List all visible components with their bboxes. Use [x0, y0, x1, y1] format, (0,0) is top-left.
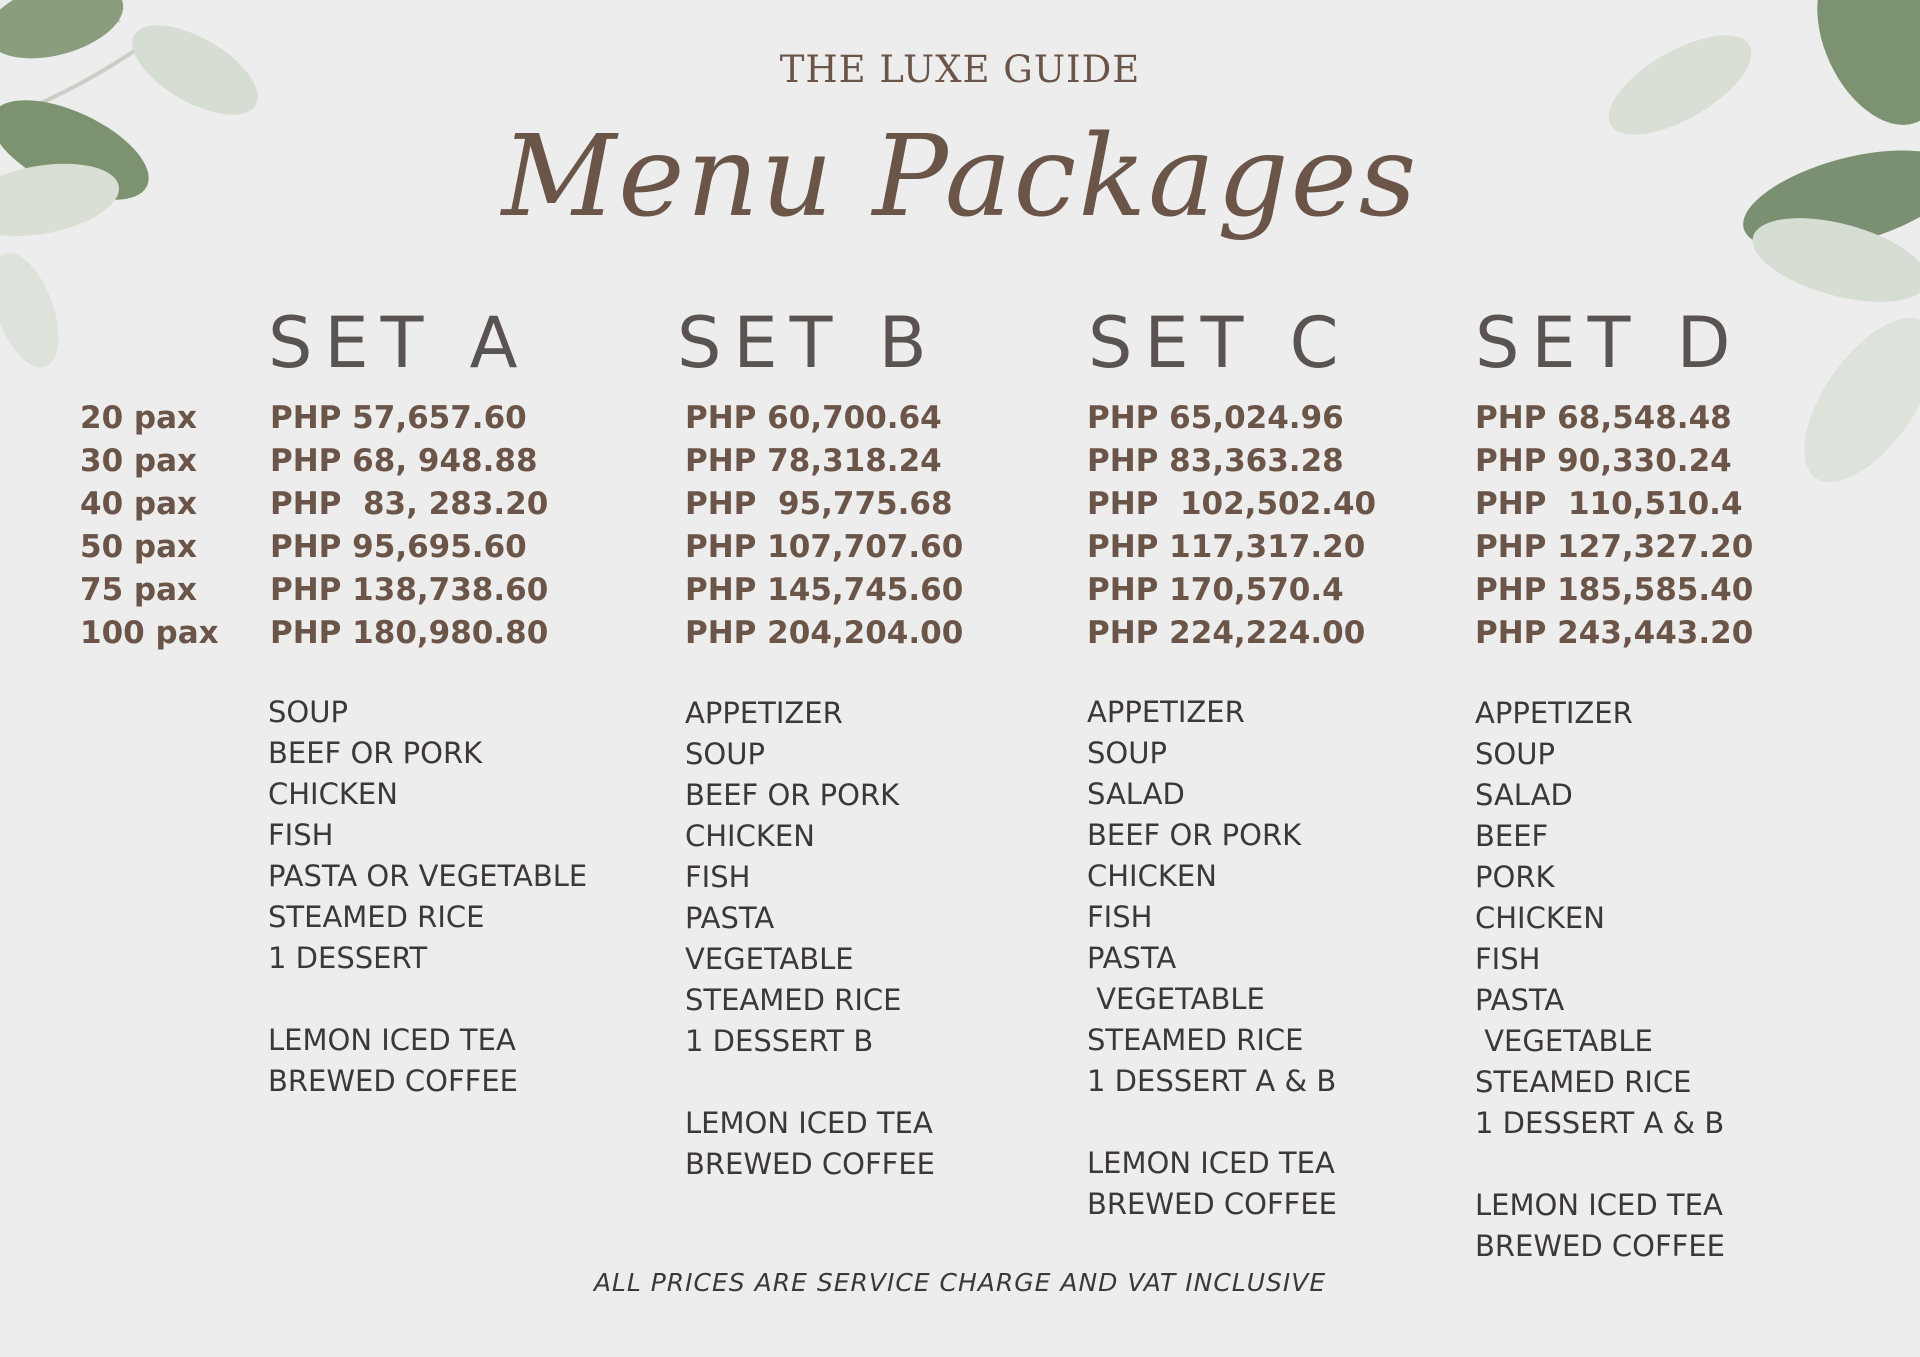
- menu-item: STEAMED RICE: [1087, 1023, 1304, 1057]
- menu-item: FISH: [685, 860, 751, 894]
- price: PHP 65,024.96: [1087, 400, 1344, 436]
- menu-item: PASTA OR VEGETABLE: [268, 859, 588, 893]
- price: PHP 90,330.24: [1475, 443, 1732, 479]
- menu-item: PASTA: [1087, 941, 1177, 975]
- price: PHP 138,738.60: [270, 572, 549, 608]
- set-b-menu: [685, 693, 935, 1185]
- set-b-title: SET B: [677, 302, 939, 384]
- set-c-menu: [1087, 692, 1337, 1225]
- menu-item: BEEF OR PORK: [268, 736, 483, 770]
- menu-item: BEEF: [1475, 819, 1549, 853]
- pax-label: 20 pax: [80, 400, 198, 436]
- drink-item: BREWED COFFEE: [685, 1147, 935, 1181]
- menu-item: CHICKEN: [268, 777, 398, 811]
- menu-item: SOUP: [268, 695, 348, 729]
- menu-item: PASTA: [1475, 983, 1565, 1017]
- page-title: Menu Packages: [501, 112, 1419, 242]
- drink-item: BREWED COFFEE: [268, 1064, 518, 1098]
- set-a-title: SET A: [268, 302, 530, 384]
- menu-item: SALAD: [1087, 777, 1185, 811]
- menu-item: SOUP: [1475, 737, 1555, 771]
- pax-label: 50 pax: [80, 529, 198, 565]
- pax-list: [80, 397, 219, 655]
- price: PHP 83,363.28: [1087, 443, 1344, 479]
- menu-item: APPETIZER: [1087, 695, 1245, 729]
- menu-item: APPETIZER: [1475, 696, 1633, 730]
- menu-item: STEAMED RICE: [1475, 1065, 1692, 1099]
- price: PHP 170,570.4: [1087, 572, 1344, 608]
- menu-item: BEEF OR PORK: [685, 778, 900, 812]
- price: PHP 117,317.20: [1087, 529, 1366, 565]
- drink-item: BREWED COFFEE: [1475, 1229, 1725, 1263]
- menu-item: FISH: [268, 818, 334, 852]
- menu-item: SALAD: [1475, 778, 1573, 812]
- menu-item: VEGETABLE: [685, 942, 854, 976]
- set-a-menu: [268, 692, 587, 1102]
- drink-item: LEMON ICED TEA: [268, 1023, 516, 1057]
- pax-label: 30 pax: [80, 443, 198, 479]
- menu-item: STEAMED RICE: [268, 900, 485, 934]
- menu-item: PASTA: [685, 901, 775, 935]
- menu-item: BEEF OR PORK: [1087, 818, 1302, 852]
- price: PHP 110,510.4: [1475, 486, 1743, 522]
- brand-name: THE LUXE GUIDE: [779, 48, 1141, 91]
- price-disclaimer: ALL PRICES ARE SERVICE CHARGE AND VAT INCLUSIVE: [593, 1268, 1327, 1297]
- set-a-prices: [270, 397, 548, 655]
- menu-item: FISH: [1475, 942, 1541, 976]
- drink-item: BREWED COFFEE: [1087, 1187, 1337, 1221]
- drink-item: LEMON ICED TEA: [1475, 1188, 1723, 1222]
- menu-item: SOUP: [1087, 736, 1167, 770]
- price: PHP 145,745.60: [685, 572, 964, 608]
- price: PHP 68,548.48: [1475, 400, 1732, 436]
- set-d-menu: [1475, 693, 1725, 1267]
- price: PHP 83, 283.20: [270, 486, 549, 522]
- price: PHP 95,695.60: [270, 529, 527, 565]
- menu-item: PORK: [1475, 860, 1555, 894]
- set-d-prices: [1475, 397, 1753, 655]
- menu-item: 1 DESSERT B: [685, 1024, 874, 1058]
- set-d-title: SET D: [1475, 302, 1743, 384]
- price: PHP 224,224.00: [1087, 615, 1366, 651]
- price: PHP 68, 948.88: [270, 443, 538, 479]
- price: PHP 107,707.60: [685, 529, 964, 565]
- price: PHP 57,657.60: [270, 400, 527, 436]
- price: PHP 185,585.40: [1475, 572, 1754, 608]
- price: PHP 78,318.24: [685, 443, 942, 479]
- menu-item: CHICKEN: [685, 819, 815, 853]
- menu-item: VEGETABLE: [1087, 982, 1265, 1016]
- menu-item: CHICKEN: [1087, 859, 1217, 893]
- menu-item: VEGETABLE: [1475, 1024, 1653, 1058]
- menu-item: 1 DESSERT A & B: [1475, 1106, 1725, 1140]
- menu-item: 1 DESSERT: [268, 941, 428, 975]
- drink-item: LEMON ICED TEA: [1087, 1146, 1335, 1180]
- pax-label: 75 pax: [80, 572, 198, 608]
- pax-label: 40 pax: [80, 486, 198, 522]
- set-c-title: SET C: [1088, 302, 1351, 384]
- menu-item: APPETIZER: [685, 696, 843, 730]
- menu-item: FISH: [1087, 900, 1153, 934]
- price: PHP 60,700.64: [685, 400, 942, 436]
- menu-item: SOUP: [685, 737, 765, 771]
- menu-item: STEAMED RICE: [685, 983, 902, 1017]
- set-c-prices: [1087, 397, 1376, 655]
- price: PHP 127,327.20: [1475, 529, 1754, 565]
- price: PHP 102,502.40: [1087, 486, 1377, 522]
- pax-label: 100 pax: [80, 615, 219, 651]
- set-b-prices: [685, 397, 963, 655]
- price: PHP 95,775.68: [685, 486, 953, 522]
- menu-item: CHICKEN: [1475, 901, 1605, 935]
- price: PHP 204,204.00: [685, 615, 964, 651]
- price: PHP 180,980.80: [270, 615, 549, 651]
- drink-item: LEMON ICED TEA: [685, 1106, 933, 1140]
- menu-item: 1 DESSERT A & B: [1087, 1064, 1337, 1098]
- price: PHP 243,443.20: [1475, 615, 1754, 651]
